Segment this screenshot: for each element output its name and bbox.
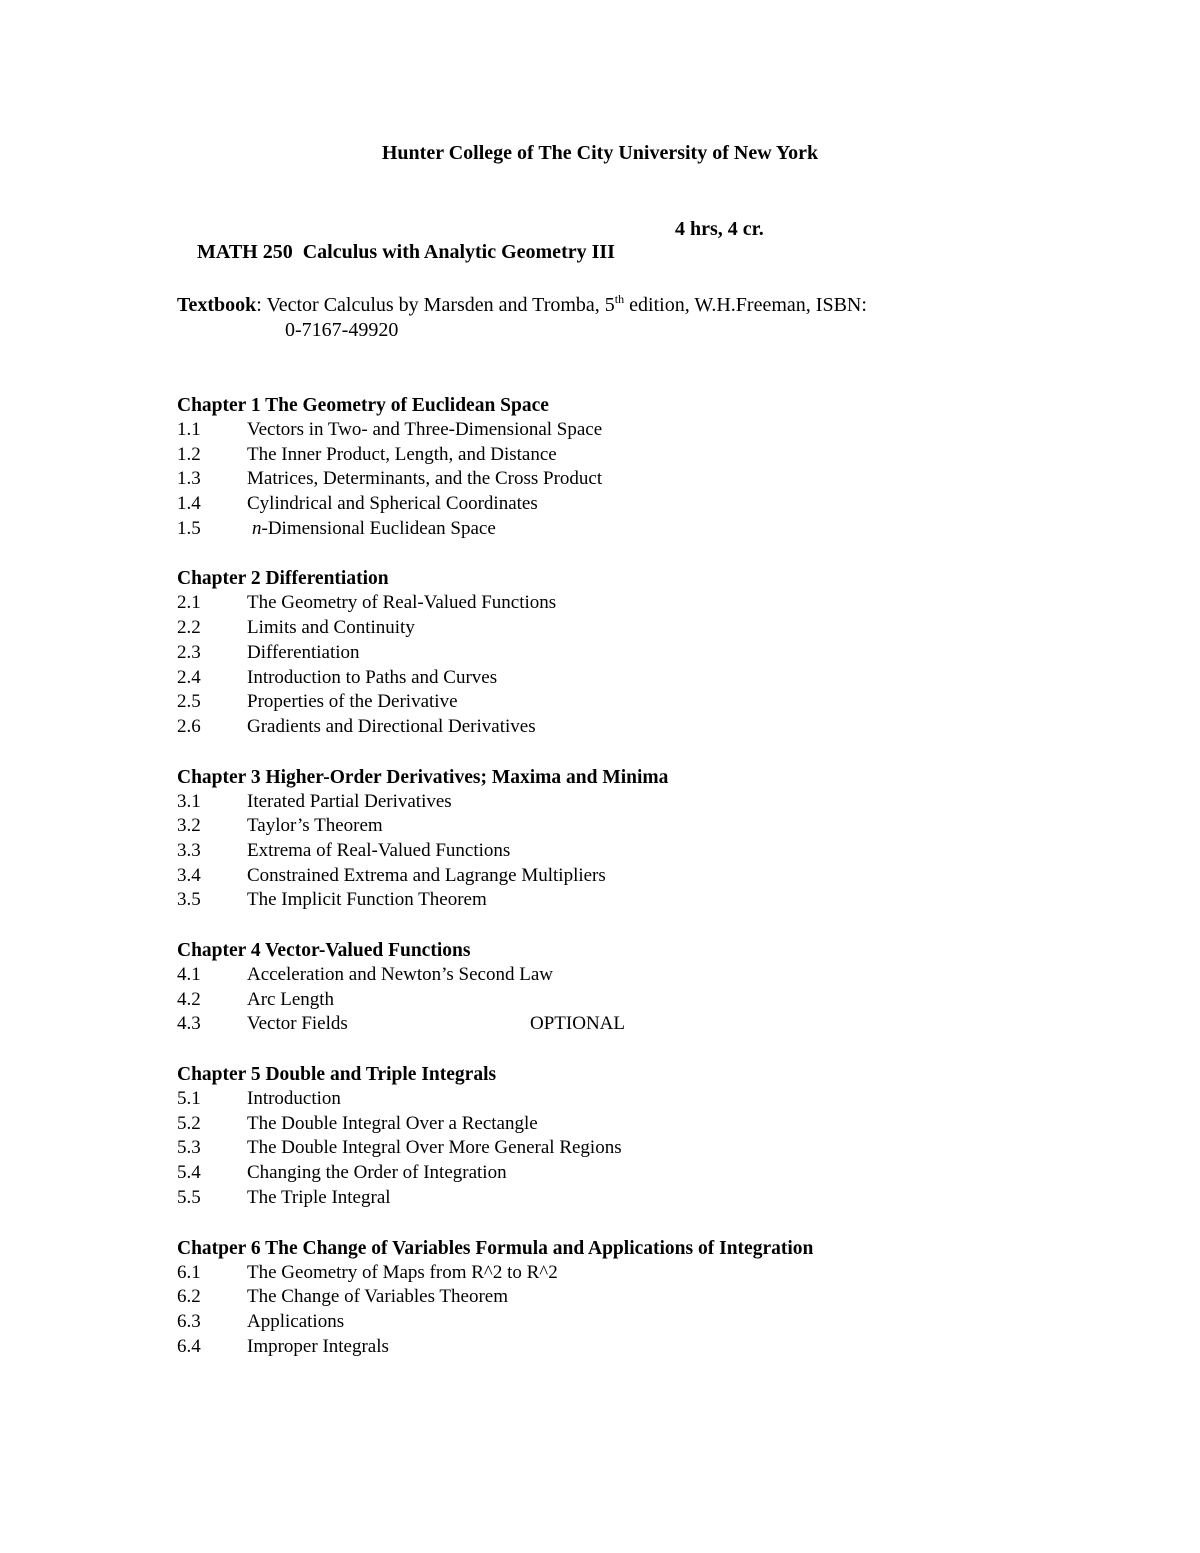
- section-number: 5.3: [177, 1137, 201, 1159]
- section-number: 3.2: [177, 815, 201, 837]
- section-row: [177, 715, 1077, 740]
- section-title: Differentiation: [247, 641, 360, 663]
- section-row: [177, 790, 1077, 815]
- section-row: [177, 1087, 1077, 1112]
- chapter-title: Chapter 1 The Geometry of Euclidean Space: [177, 395, 549, 416]
- textbook-separator: :: [256, 294, 262, 316]
- section-title: Extrema of Real-Valued Functions: [247, 839, 511, 861]
- chapter-block: [177, 1236, 1077, 1360]
- section-title: The Inner Product, Length, and Distance: [247, 443, 557, 465]
- section-title-italic: n: [252, 517, 262, 539]
- section-row: [177, 616, 1077, 641]
- section-title: Introduction: [247, 1088, 341, 1110]
- textbook-edition-sup: th: [614, 292, 625, 306]
- section-row: [177, 467, 1077, 492]
- section-number: 3.1: [177, 790, 201, 812]
- section-title: Cylindrical and Spherical Coordinates: [247, 493, 538, 515]
- section-title: Introduction to Paths and Curves: [247, 666, 498, 688]
- textbook-info: [177, 293, 977, 343]
- section-row: [177, 641, 1077, 666]
- section-row: [177, 1012, 1077, 1037]
- section-row: [177, 666, 1077, 691]
- section-title: The Double Integral Over More General Regions: [247, 1137, 622, 1159]
- section-title: The Double Integral Over a Rectangle: [247, 1112, 538, 1134]
- section-row: [177, 1112, 1077, 1137]
- section-row: [177, 690, 1077, 715]
- section-title: Taylor’s Theorem: [247, 815, 383, 837]
- section-title-rest: -Dimensional Euclidean Space: [261, 517, 496, 539]
- section-row: [177, 443, 1077, 468]
- section-title: Acceleration and Newton’s Second Law: [247, 964, 554, 985]
- section-number: 1.4: [177, 493, 201, 515]
- chapter-block: [177, 393, 1077, 541]
- section-title: Matrices, Determinants, and the Cross Product: [247, 468, 603, 490]
- section-title: The Geometry of Real-Valued Functions: [247, 592, 557, 614]
- textbook-label: Textbook: [177, 294, 257, 316]
- section-number: 5.5: [177, 1186, 201, 1208]
- chapter-title: Chapter 2 Differentiation: [177, 568, 389, 590]
- section-number: 6.3: [177, 1310, 201, 1332]
- section-number: 3.5: [177, 889, 201, 911]
- section-row: [177, 1186, 1077, 1211]
- section-number: 2.1: [177, 592, 201, 614]
- section-title: The Geometry of Maps from R^2 to R^2: [247, 1261, 558, 1283]
- section-title: Arc Length: [247, 988, 335, 1010]
- section-number: 4.1: [177, 964, 201, 985]
- section-title: Improper Integrals: [247, 1335, 389, 1357]
- section-title: The Triple Integral: [247, 1186, 391, 1208]
- section-title: Constrained Extrema and Lagrange Multipliers: [247, 864, 606, 886]
- section-row: [177, 839, 1077, 864]
- textbook-text-a: Vector Calculus by Marsden and Tromba, 5: [261, 294, 615, 316]
- chapter-title: Chapter 3 Higher-Order Derivatives; Maxima and Minima: [177, 766, 669, 788]
- chapter-title: Chapter 5 Double and Triple Integrals: [177, 1064, 497, 1086]
- section-number: 2.6: [177, 715, 201, 737]
- chapter-block: [177, 1062, 1077, 1210]
- section-title: Applications: [247, 1310, 345, 1332]
- section-title: Vectors in Two- and Three-Dimensional Space: [247, 419, 603, 440]
- chapter-block: [177, 765, 1077, 913]
- section-row: [177, 517, 1077, 542]
- section-number: 3.4: [177, 864, 201, 886]
- section-number: 2.2: [177, 617, 201, 639]
- section-title: [247, 517, 496, 542]
- section-number: 4.3: [177, 1013, 201, 1035]
- chapter-title: Chatper 6 The Change of Variables Formula and Applications of Integration: [177, 1237, 814, 1259]
- section-number: 1.3: [177, 468, 201, 490]
- section-row: [177, 814, 1077, 839]
- section-number: 1.2: [177, 443, 201, 465]
- section-title: Vector Fields: [247, 1013, 348, 1035]
- section-row: [177, 1310, 1077, 1335]
- course-hours: 4 hrs, 4 cr.: [675, 218, 764, 240]
- section-number: 2.3: [177, 641, 201, 663]
- section-row: [177, 1136, 1077, 1161]
- section-row: [177, 1335, 1077, 1360]
- section-row: [177, 1261, 1077, 1286]
- section-title: Properties of the Derivative: [247, 691, 458, 713]
- section-number: 4.2: [177, 988, 201, 1010]
- section-number: 2.4: [177, 666, 201, 688]
- section-number: 5.1: [177, 1088, 201, 1110]
- section-row: [177, 492, 1077, 517]
- section-row: [177, 963, 1077, 988]
- section-title: The Implicit Function Theorem: [247, 889, 487, 911]
- section-number: 6.2: [177, 1286, 201, 1308]
- chapter-list: [177, 393, 1077, 1384]
- section-number: 5.2: [177, 1112, 201, 1134]
- section-title: Changing the Order of Integration: [247, 1162, 507, 1184]
- chapter-block: [177, 938, 1077, 1037]
- section-number: 2.5: [177, 691, 201, 713]
- section-title: Limits and Continuity: [247, 617, 415, 639]
- section-number: 6.1: [177, 1261, 201, 1283]
- section-row: [177, 864, 1077, 889]
- section-row: [177, 888, 1077, 913]
- section-number: 6.4: [177, 1335, 201, 1357]
- section-row: [177, 988, 1077, 1013]
- institution-heading: Hunter College of The City University of New York: [381, 142, 819, 164]
- chapter-title: Chapter 4 Vector-Valued Functions: [177, 940, 471, 961]
- section-row: [177, 1285, 1077, 1310]
- section-row: [177, 418, 1077, 443]
- section-number: 1.5: [177, 517, 201, 539]
- course-title: MATH 250 Calculus with Analytic Geometry III: [197, 241, 615, 263]
- section-note: OPTIONAL: [530, 1013, 625, 1035]
- section-number: 1.1: [177, 419, 201, 440]
- section-number: 3.3: [177, 839, 201, 861]
- textbook-text-b: edition, W.H.Freeman, ISBN:: [624, 294, 867, 316]
- section-title: Gradients and Directional Derivatives: [247, 715, 536, 737]
- section-title: Iterated Partial Derivatives: [247, 790, 452, 812]
- section-title: The Change of Variables Theorem: [247, 1286, 508, 1308]
- section-row: [177, 1161, 1077, 1186]
- chapter-block: [177, 566, 1077, 739]
- section-number: 5.4: [177, 1162, 201, 1184]
- textbook-isbn: 0-7167-49920: [285, 319, 399, 341]
- section-row: [177, 591, 1077, 616]
